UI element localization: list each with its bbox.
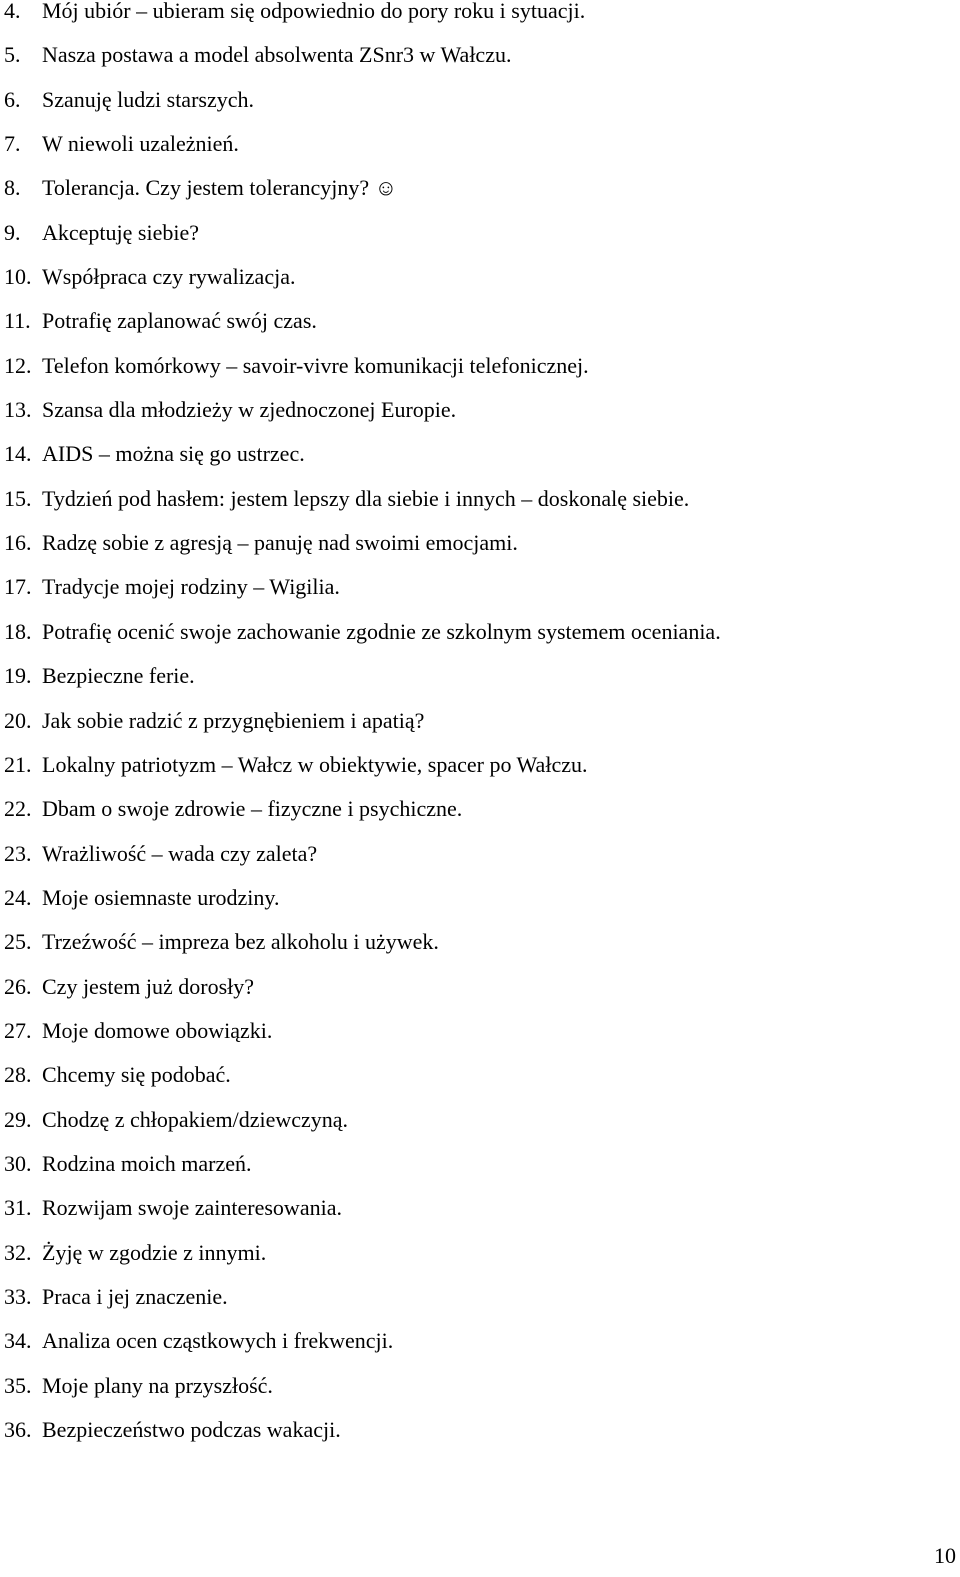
list-item-text: Telefon komórkowy – savoir-vivre komunikacji telefonicznej.	[42, 352, 589, 378]
list-item-text: Analiza ocen cząstkowych i frekwencji.	[42, 1328, 394, 1354]
list-item-text: AIDS – można się go ustrzec.	[42, 441, 305, 467]
list-item-number: 23.	[4, 840, 32, 866]
list-item-number: 24.	[4, 884, 32, 910]
list-item-text: Akceptuję siebie?	[42, 219, 199, 245]
list-item-text: Czy jestem już dorosły?	[42, 973, 255, 999]
list-item-number: 12.	[4, 352, 32, 378]
list-item-text: Szansa dla młodzieży w zjednoczonej Europie.	[42, 397, 457, 423]
list-item-number: 33.	[4, 1283, 32, 1309]
list-item-text: Tydzień pod hasłem: jestem lepszy dla siebie i innych – doskonalę siebie.	[42, 485, 690, 511]
list-item-number: 6.	[4, 86, 21, 112]
list-item-text: Tradycje mojej rodziny – Wigilia.	[42, 574, 340, 600]
list-item-text: Lokalny patriotyzm – Wałcz w obiektywie, spacer po Wałczu.	[42, 751, 588, 777]
list-item-number: 29.	[4, 1106, 32, 1132]
list-item-text: Bezpieczne ferie.	[42, 663, 195, 689]
list-item-text: Moje osiemnaste urodziny.	[42, 884, 280, 910]
list-item-text: Chodzę z chłopakiem/dziewczyną.	[42, 1106, 349, 1132]
list-item-text: Moje plany na przyszłość.	[42, 1372, 273, 1398]
list-item-number: 13.	[4, 397, 32, 423]
list-item-number: 32.	[4, 1239, 32, 1265]
list-item-text: Nasza postawa a model absolwenta ZSnr3 w Wałczu.	[42, 42, 512, 68]
list-item-text: Szanuję ludzi starszych.	[42, 86, 254, 112]
list-item-number: 4.	[4, 0, 21, 23]
list-item-number: 16.	[4, 530, 32, 556]
list-item-number: 5.	[4, 42, 21, 68]
list-item-text: Mój ubiór – ubieram się odpowiednio do pory roku i sytuacji.	[42, 0, 586, 23]
list-item-text: Potrafię zaplanować swój czas.	[42, 308, 317, 334]
list-item-text: Bezpieczeństwo podczas wakacji.	[42, 1417, 341, 1442]
list-item-number: 14.	[4, 441, 32, 467]
list-item-text: Żyję w zgodzie z innymi.	[42, 1239, 267, 1265]
list-item-number: 35.	[4, 1372, 32, 1398]
list-item-number: 36.	[4, 1417, 32, 1442]
list-item-number: 31.	[4, 1195, 32, 1221]
list-item-number: 7.	[4, 131, 21, 157]
list-item-number: 19.	[4, 663, 32, 689]
list-item-text: Potrafię ocenić swoje zachowanie zgodnie ze szkolnym systemem oceniania.	[42, 618, 721, 644]
list-item-number: 28.	[4, 1062, 32, 1088]
list-item-text: Współpraca czy rywalizacja.	[42, 264, 296, 290]
list-item-number: 15.	[4, 485, 32, 511]
list-item-text: Trzeźwość – impreza bez alkoholu i używek.	[42, 929, 439, 955]
list-item-text: Dbam o swoje zdrowie – fizyczne i psychiczne.	[42, 796, 463, 822]
list-item-text: Rozwijam swoje zainteresowania.	[42, 1195, 342, 1221]
list-item-text: Tolerancja. Czy jestem tolerancyjny? ☺	[42, 175, 398, 201]
page-number: 10	[934, 1543, 956, 1568]
list-item-number: 8.	[4, 175, 21, 201]
list-item-text: Rodzina moich marzeń.	[42, 1150, 252, 1176]
list-item-number: 10.	[4, 264, 32, 290]
list-item-number: 20.	[4, 707, 32, 733]
list-item-text: Radzę sobie z agresją – panuję nad swoimi emocjami.	[42, 530, 518, 556]
list-item-number: 21.	[4, 751, 32, 777]
list-item-number: 22.	[4, 796, 32, 822]
list-item-number: 18.	[4, 618, 32, 644]
list-item-text: Chcemy się podobać.	[42, 1062, 231, 1088]
list-item-number: 11.	[4, 308, 31, 334]
list-item-text: Wrażliwość – wada czy zaleta?	[42, 840, 318, 866]
list-item-number: 25.	[4, 929, 32, 955]
list-item-number: 26.	[4, 973, 32, 999]
list-item-number: 30.	[4, 1150, 32, 1176]
list-item-number: 17.	[4, 574, 32, 600]
list-item-number: 9.	[4, 219, 21, 245]
list-item-number: 34.	[4, 1328, 32, 1354]
list-item-text: Jak sobie radzić z przygnębieniem i apatią?	[42, 707, 425, 733]
list-item-text: Praca i jej znaczenie.	[42, 1283, 228, 1309]
list-item-text: W niewoli uzależnień.	[42, 131, 239, 157]
list-item-number: 27.	[4, 1017, 32, 1043]
list-item-text: Moje domowe obowiązki.	[42, 1017, 273, 1043]
